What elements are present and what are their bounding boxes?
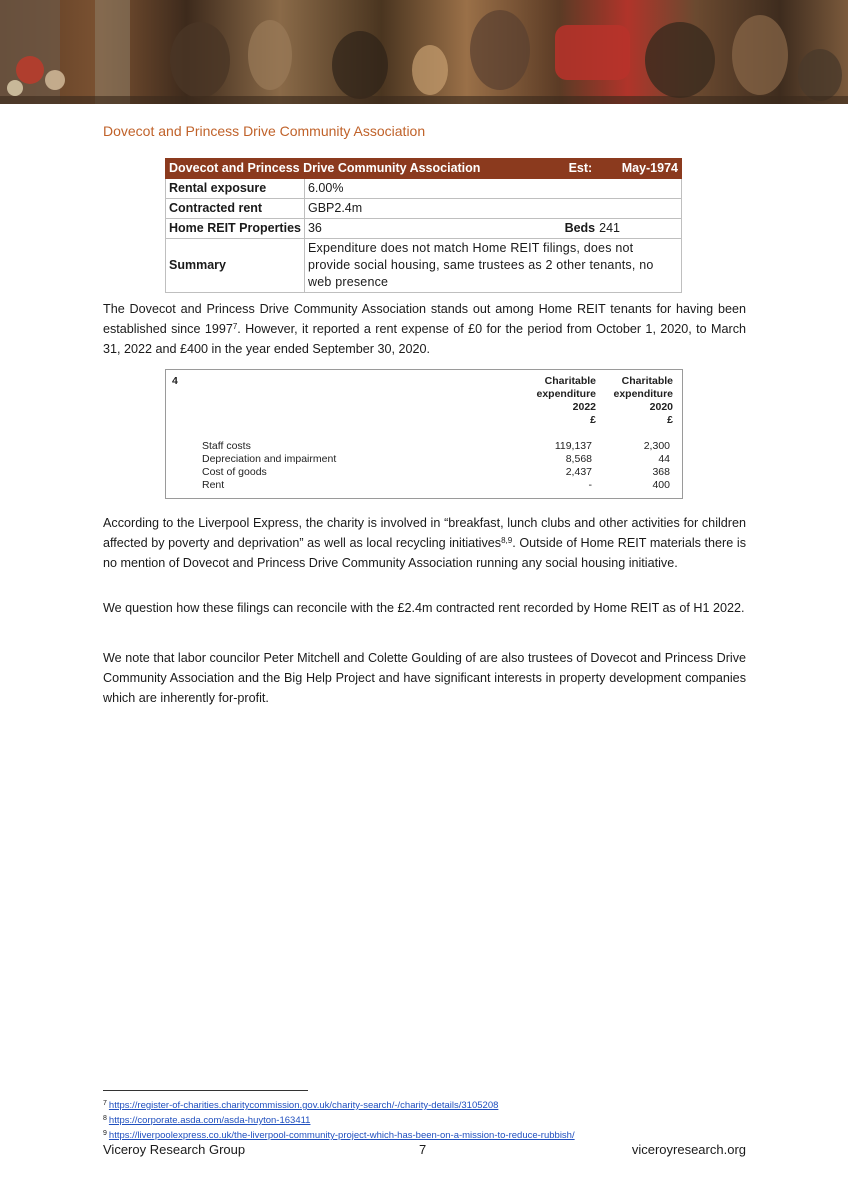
tenant-info-table	[165, 158, 682, 293]
paragraph-2-text-a: According to the Liverpool Express, the charity is involved in “breakfast, lunch clubs and other activities for children affected by poverty and deprivation” as well as local recycling initiatives	[103, 516, 746, 550]
summary-value: Expenditure does not match Home REIT filings, does not provide social housing, same trustees as 2 other tenants, no web presence	[304, 239, 681, 293]
footnote-7	[103, 1097, 575, 1112]
footnote-divider	[103, 1090, 308, 1091]
table-header-est-value: May-1974	[621, 161, 678, 175]
footer-page-number: 7	[419, 1142, 427, 1157]
contracted-rent-value: GBP2.4m	[304, 199, 681, 219]
row-label: Staff costs	[202, 440, 251, 452]
col-2020-line-2: expenditure	[613, 388, 673, 400]
footnote-link-7[interactable]: https://register-of-charities.charitycommission.gov.uk/charity-search/-/charity-details/3105208	[108, 1100, 499, 1111]
col-2022-line-2: expenditure	[536, 388, 596, 400]
row-value-2022: -	[588, 479, 592, 491]
fin-row-depreciation	[202, 453, 672, 466]
row-value-2020: 44	[658, 453, 670, 465]
row-value-2020: 368	[652, 466, 670, 478]
paragraph-reconcile: We question how these filings can reconcile with the £2.4m contracted rent recorded by Home REIT as of H1 2022.	[103, 601, 745, 615]
row-value-2022: 2,437	[565, 466, 592, 478]
paragraph-1-text-a: The Dovecot and Princess Drive Community Association stands out among Home REIT tenants for having been established since 1997	[103, 302, 746, 336]
beds-value: 241	[599, 221, 620, 235]
charitable-expenditure-excerpt	[165, 369, 683, 499]
column-header-2020	[593, 375, 673, 427]
row-value-2022: 119,137	[554, 440, 592, 452]
header-banner-painting	[0, 0, 848, 104]
row-value-2020: 2,300	[643, 440, 670, 452]
table-row-contracted-rent	[166, 199, 682, 219]
table-row-summary	[166, 239, 682, 293]
paragraph-liverpool-express	[103, 513, 746, 573]
table-row-rental-exposure	[166, 179, 682, 199]
summary-label: Summary	[166, 239, 305, 293]
col-2022-line-3: 2022	[572, 401, 596, 413]
row-label: Rent	[202, 479, 225, 491]
row-label: Depreciation and impairment	[202, 453, 337, 465]
properties-cell	[304, 219, 681, 239]
table-header-cell	[166, 159, 682, 179]
col-2022-line-4: £	[590, 414, 596, 426]
properties-value: 36	[307, 221, 322, 235]
col-2020-line-4: £	[667, 414, 673, 426]
footnote-number: 7	[103, 1100, 107, 1107]
table-header-est-label: Est:	[568, 161, 593, 175]
paragraph-establishment	[103, 299, 746, 359]
footer-website: viceroyresearch.org	[631, 1142, 746, 1157]
table-header-title: Dovecot and Princess Drive Community Association	[169, 161, 481, 175]
properties-label: Home REIT Properties	[166, 219, 305, 239]
note-number: 4	[172, 375, 178, 387]
footnote-number: 8	[103, 1115, 107, 1122]
section-title: Dovecot and Princess Drive Community Association	[103, 123, 426, 139]
fin-row-staff-costs	[202, 440, 672, 453]
footnotes	[103, 1097, 575, 1142]
footer-company: Viceroy Research Group	[103, 1142, 246, 1157]
footnote-8	[103, 1112, 575, 1127]
col-2020-line-1: Charitable	[621, 375, 673, 387]
rental-exposure-label: Rental exposure	[166, 179, 305, 199]
table-header-row	[166, 159, 682, 179]
footnote-9	[103, 1127, 575, 1142]
col-2020-line-3: 2020	[649, 401, 673, 413]
contracted-rent-label: Contracted rent	[166, 199, 305, 219]
paragraph-1-text-b: . However, it reported a rent expense of £0 for the period from October 1, 2020, to March 31, 2022 and £400 in the year ended September 30, 2020.	[103, 322, 746, 356]
footnote-ref-7: 7	[232, 322, 238, 331]
footnote-ref-8-9: 8,9	[501, 536, 513, 545]
footnote-number: 9	[103, 1130, 107, 1137]
row-label: Cost of goods	[202, 466, 267, 478]
painting-banner-icon	[0, 0, 848, 104]
row-value-2022: 8,568	[565, 453, 592, 465]
col-2022-line-1: Charitable	[544, 375, 596, 387]
footnote-link-8[interactable]: https://corporate.asda.com/asda-huyton-163411	[108, 1115, 311, 1126]
rental-exposure-value: 6.00%	[304, 179, 681, 199]
paragraph-2-text-b: . Outside of Home REIT materials there is no mention of Dovecot and Princess Drive Community Association running any social housing initiative.	[103, 536, 746, 570]
table-row-properties	[166, 219, 682, 239]
column-header-2022	[516, 375, 596, 427]
beds-label: Beds	[564, 221, 596, 235]
fin-row-cost-of-goods	[202, 466, 672, 479]
fin-row-rent	[202, 479, 672, 492]
paragraph-trustees: We note that labor councilor Peter Mitchell and Colette Goulding of are also trustees of Dovecot and Princess Drive Community Association and the Big Help Project and have significant interests in property development companies which are inherently for-profit.	[103, 651, 746, 705]
row-value-2020: 400	[652, 479, 670, 491]
footnote-link-9[interactable]: https://liverpoolexpress.co.uk/the-liverpool-community-project-which-has-been-on-a-mission-to-reduce-rubbish/	[108, 1130, 575, 1141]
